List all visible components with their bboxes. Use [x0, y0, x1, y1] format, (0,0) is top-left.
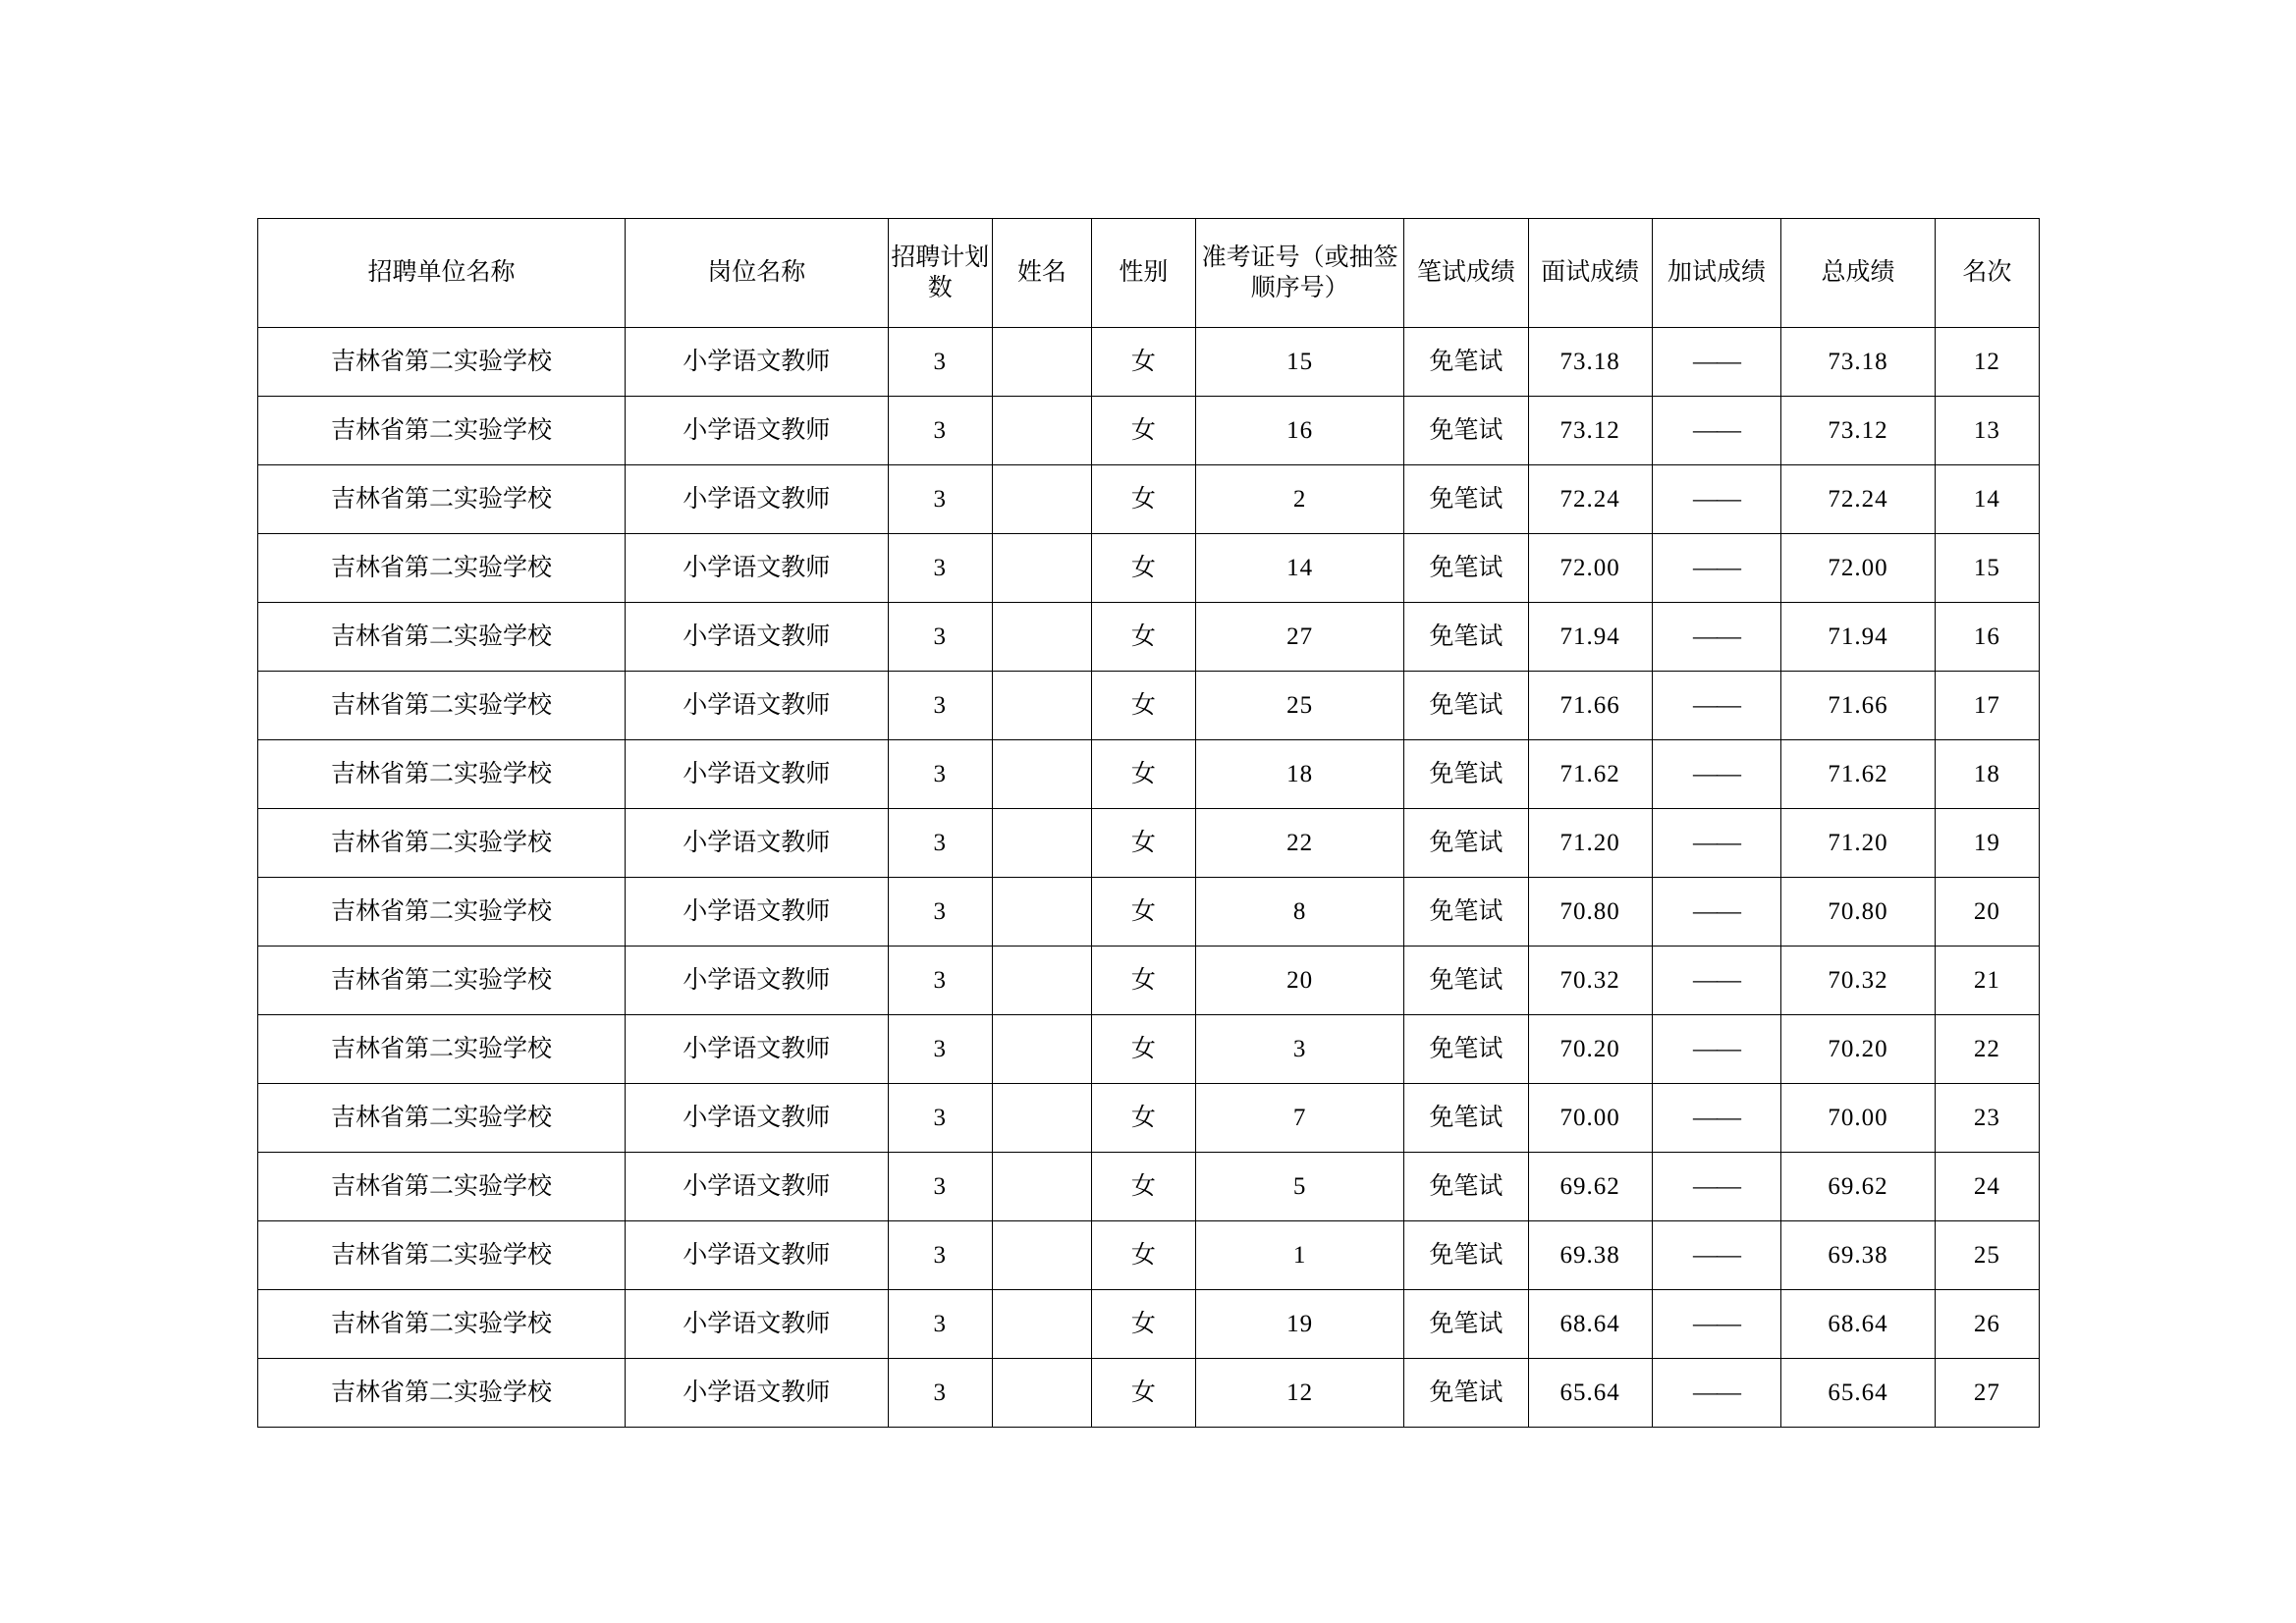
cell-rank: 21: [1935, 947, 2039, 1015]
cell-name: [992, 740, 1091, 809]
cell-rank: 27: [1935, 1359, 2039, 1428]
cell-plan: 3: [888, 878, 992, 947]
cell-name: [992, 878, 1091, 947]
cell-plan: 3: [888, 328, 992, 397]
score-table-container: [257, 218, 2040, 1428]
table-row: [258, 947, 2040, 1015]
cell-gender: 女: [1091, 603, 1195, 672]
cell-interview: 70.32: [1528, 947, 1652, 1015]
cell-unit: 吉林省第二实验学校: [258, 603, 626, 672]
cell-ticket: 14: [1195, 534, 1403, 603]
cell-gender: 女: [1091, 1290, 1195, 1359]
cell-interview: 71.94: [1528, 603, 1652, 672]
cell-rank: 22: [1935, 1015, 2039, 1084]
cell-ticket: 15: [1195, 328, 1403, 397]
cell-total: 71.62: [1781, 740, 1936, 809]
cell-interview: 72.24: [1528, 465, 1652, 534]
cell-unit: 吉林省第二实验学校: [258, 1153, 626, 1221]
cell-ticket: 25: [1195, 672, 1403, 740]
cell-total: 70.00: [1781, 1084, 1936, 1153]
table-row: [258, 534, 2040, 603]
cell-plan: 3: [888, 1153, 992, 1221]
cell-name: [992, 1084, 1091, 1153]
column-header-written: 笔试成绩: [1404, 219, 1528, 328]
cell-plan: 3: [888, 1359, 992, 1428]
cell-total: 70.32: [1781, 947, 1936, 1015]
cell-plan: 3: [888, 1221, 992, 1290]
cell-ticket: 18: [1195, 740, 1403, 809]
cell-plan: 3: [888, 534, 992, 603]
cell-rank: 18: [1935, 740, 2039, 809]
cell-written: 免笔试: [1404, 397, 1528, 465]
cell-extra: ——: [1652, 603, 1780, 672]
cell-post: 小学语文教师: [625, 947, 888, 1015]
cell-extra: ——: [1652, 1015, 1780, 1084]
cell-rank: 12: [1935, 328, 2039, 397]
table-row: [258, 1015, 2040, 1084]
cell-extra: ——: [1652, 809, 1780, 878]
cell-interview: 71.66: [1528, 672, 1652, 740]
cell-plan: 3: [888, 1015, 992, 1084]
cell-extra: ——: [1652, 465, 1780, 534]
table-row: [258, 1153, 2040, 1221]
cell-extra: ——: [1652, 397, 1780, 465]
cell-gender: 女: [1091, 397, 1195, 465]
cell-rank: 26: [1935, 1290, 2039, 1359]
cell-written: 免笔试: [1404, 878, 1528, 947]
cell-plan: 3: [888, 809, 992, 878]
cell-gender: 女: [1091, 1084, 1195, 1153]
cell-rank: 25: [1935, 1221, 2039, 1290]
cell-written: 免笔试: [1404, 740, 1528, 809]
cell-ticket: 2: [1195, 465, 1403, 534]
cell-written: 免笔试: [1404, 534, 1528, 603]
cell-rank: 24: [1935, 1153, 2039, 1221]
recruitment-score-table: [257, 218, 2040, 1428]
cell-ticket: 1: [1195, 1221, 1403, 1290]
cell-unit: 吉林省第二实验学校: [258, 1084, 626, 1153]
cell-gender: 女: [1091, 1015, 1195, 1084]
cell-extra: ——: [1652, 1221, 1780, 1290]
column-header-extra: 加试成绩: [1652, 219, 1780, 328]
cell-rank: 17: [1935, 672, 2039, 740]
table-header: [258, 219, 2040, 328]
cell-interview: 65.64: [1528, 1359, 1652, 1428]
cell-gender: 女: [1091, 1153, 1195, 1221]
cell-written: 免笔试: [1404, 1290, 1528, 1359]
cell-interview: 68.64: [1528, 1290, 1652, 1359]
cell-post: 小学语文教师: [625, 397, 888, 465]
cell-unit: 吉林省第二实验学校: [258, 1221, 626, 1290]
cell-name: [992, 947, 1091, 1015]
cell-post: 小学语文教师: [625, 1359, 888, 1428]
cell-ticket: 3: [1195, 1015, 1403, 1084]
cell-total: 70.80: [1781, 878, 1936, 947]
cell-unit: 吉林省第二实验学校: [258, 1290, 626, 1359]
cell-unit: 吉林省第二实验学校: [258, 672, 626, 740]
cell-name: [992, 328, 1091, 397]
cell-rank: 23: [1935, 1084, 2039, 1153]
cell-gender: 女: [1091, 465, 1195, 534]
cell-extra: ——: [1652, 328, 1780, 397]
column-header-name: 姓名: [992, 219, 1091, 328]
table-row: [258, 809, 2040, 878]
cell-rank: 16: [1935, 603, 2039, 672]
cell-unit: 吉林省第二实验学校: [258, 809, 626, 878]
cell-written: 免笔试: [1404, 1084, 1528, 1153]
cell-gender: 女: [1091, 1221, 1195, 1290]
cell-extra: ——: [1652, 740, 1780, 809]
table-body: [258, 328, 2040, 1428]
cell-ticket: 19: [1195, 1290, 1403, 1359]
cell-plan: 3: [888, 603, 992, 672]
cell-total: 68.64: [1781, 1290, 1936, 1359]
cell-rank: 14: [1935, 465, 2039, 534]
cell-plan: 3: [888, 465, 992, 534]
cell-rank: 13: [1935, 397, 2039, 465]
cell-written: 免笔试: [1404, 672, 1528, 740]
cell-gender: 女: [1091, 672, 1195, 740]
cell-post: 小学语文教师: [625, 1084, 888, 1153]
cell-post: 小学语文教师: [625, 740, 888, 809]
cell-ticket: 16: [1195, 397, 1403, 465]
table-row: [258, 878, 2040, 947]
cell-post: 小学语文教师: [625, 603, 888, 672]
cell-post: 小学语文教师: [625, 672, 888, 740]
cell-rank: 20: [1935, 878, 2039, 947]
table-row: [258, 672, 2040, 740]
cell-unit: 吉林省第二实验学校: [258, 534, 626, 603]
cell-unit: 吉林省第二实验学校: [258, 465, 626, 534]
cell-total: 71.94: [1781, 603, 1936, 672]
cell-gender: 女: [1091, 947, 1195, 1015]
column-header-unit: 招聘单位名称: [258, 219, 626, 328]
cell-post: 小学语文教师: [625, 465, 888, 534]
cell-interview: 69.62: [1528, 1153, 1652, 1221]
cell-interview: 71.20: [1528, 809, 1652, 878]
cell-name: [992, 809, 1091, 878]
cell-ticket: 20: [1195, 947, 1403, 1015]
cell-interview: 70.80: [1528, 878, 1652, 947]
cell-ticket: 27: [1195, 603, 1403, 672]
cell-name: [992, 1221, 1091, 1290]
cell-unit: 吉林省第二实验学校: [258, 1359, 626, 1428]
cell-name: [992, 534, 1091, 603]
cell-total: 70.20: [1781, 1015, 1936, 1084]
cell-gender: 女: [1091, 878, 1195, 947]
cell-name: [992, 1015, 1091, 1084]
cell-extra: ——: [1652, 1153, 1780, 1221]
cell-total: 65.64: [1781, 1359, 1936, 1428]
cell-extra: ——: [1652, 947, 1780, 1015]
column-header-plan: 招聘计划数: [888, 219, 992, 328]
table-header-row: [258, 219, 2040, 328]
cell-unit: 吉林省第二实验学校: [258, 740, 626, 809]
cell-total: 69.62: [1781, 1153, 1936, 1221]
cell-extra: ——: [1652, 672, 1780, 740]
cell-written: 免笔试: [1404, 328, 1528, 397]
cell-written: 免笔试: [1404, 1015, 1528, 1084]
cell-gender: 女: [1091, 809, 1195, 878]
cell-name: [992, 603, 1091, 672]
cell-extra: ——: [1652, 534, 1780, 603]
table-row: [258, 1290, 2040, 1359]
cell-post: 小学语文教师: [625, 1221, 888, 1290]
cell-extra: ——: [1652, 1359, 1780, 1428]
table-row: [258, 1359, 2040, 1428]
cell-total: 71.66: [1781, 672, 1936, 740]
cell-plan: 3: [888, 1290, 992, 1359]
cell-gender: 女: [1091, 740, 1195, 809]
column-header-post: 岗位名称: [625, 219, 888, 328]
cell-written: 免笔试: [1404, 1359, 1528, 1428]
column-header-ticket: 准考证号（或抽签顺序号）: [1195, 219, 1403, 328]
table-row: [258, 328, 2040, 397]
cell-total: 72.00: [1781, 534, 1936, 603]
cell-written: 免笔试: [1404, 1153, 1528, 1221]
cell-written: 免笔试: [1404, 603, 1528, 672]
cell-total: 71.20: [1781, 809, 1936, 878]
cell-total: 72.24: [1781, 465, 1936, 534]
table-row: [258, 465, 2040, 534]
cell-written: 免笔试: [1404, 1221, 1528, 1290]
cell-name: [992, 1290, 1091, 1359]
cell-post: 小学语文教师: [625, 328, 888, 397]
cell-interview: 73.12: [1528, 397, 1652, 465]
cell-ticket: 7: [1195, 1084, 1403, 1153]
cell-interview: 70.00: [1528, 1084, 1652, 1153]
cell-written: 免笔试: [1404, 465, 1528, 534]
cell-unit: 吉林省第二实验学校: [258, 397, 626, 465]
cell-extra: ——: [1652, 1290, 1780, 1359]
cell-rank: 19: [1935, 809, 2039, 878]
cell-ticket: 8: [1195, 878, 1403, 947]
cell-plan: 3: [888, 397, 992, 465]
cell-name: [992, 1153, 1091, 1221]
cell-post: 小学语文教师: [625, 809, 888, 878]
cell-written: 免笔试: [1404, 947, 1528, 1015]
cell-total: 69.38: [1781, 1221, 1936, 1290]
cell-unit: 吉林省第二实验学校: [258, 1015, 626, 1084]
cell-rank: 15: [1935, 534, 2039, 603]
cell-post: 小学语文教师: [625, 878, 888, 947]
cell-unit: 吉林省第二实验学校: [258, 328, 626, 397]
cell-name: [992, 465, 1091, 534]
cell-interview: 71.62: [1528, 740, 1652, 809]
cell-gender: 女: [1091, 328, 1195, 397]
cell-plan: 3: [888, 947, 992, 1015]
cell-unit: 吉林省第二实验学校: [258, 878, 626, 947]
cell-total: 73.18: [1781, 328, 1936, 397]
cell-name: [992, 1359, 1091, 1428]
cell-ticket: 22: [1195, 809, 1403, 878]
cell-interview: 70.20: [1528, 1015, 1652, 1084]
cell-post: 小学语文教师: [625, 1153, 888, 1221]
table-row: [258, 740, 2040, 809]
cell-post: 小学语文教师: [625, 1015, 888, 1084]
cell-plan: 3: [888, 672, 992, 740]
cell-ticket: 5: [1195, 1153, 1403, 1221]
column-header-total: 总成绩: [1781, 219, 1936, 328]
cell-interview: 72.00: [1528, 534, 1652, 603]
cell-plan: 3: [888, 1084, 992, 1153]
column-header-interview: 面试成绩: [1528, 219, 1652, 328]
table-row: [258, 1084, 2040, 1153]
column-header-rank: 名次: [1935, 219, 2039, 328]
cell-ticket: 12: [1195, 1359, 1403, 1428]
cell-total: 73.12: [1781, 397, 1936, 465]
table-row: [258, 1221, 2040, 1290]
table-row: [258, 603, 2040, 672]
cell-post: 小学语文教师: [625, 1290, 888, 1359]
table-row: [258, 397, 2040, 465]
cell-name: [992, 672, 1091, 740]
cell-interview: 69.38: [1528, 1221, 1652, 1290]
cell-gender: 女: [1091, 534, 1195, 603]
cell-post: 小学语文教师: [625, 534, 888, 603]
cell-name: [992, 397, 1091, 465]
cell-unit: 吉林省第二实验学校: [258, 947, 626, 1015]
cell-extra: ——: [1652, 878, 1780, 947]
cell-written: 免笔试: [1404, 809, 1528, 878]
cell-extra: ——: [1652, 1084, 1780, 1153]
cell-gender: 女: [1091, 1359, 1195, 1428]
cell-plan: 3: [888, 740, 992, 809]
cell-interview: 73.18: [1528, 328, 1652, 397]
column-header-gender: 性别: [1091, 219, 1195, 328]
